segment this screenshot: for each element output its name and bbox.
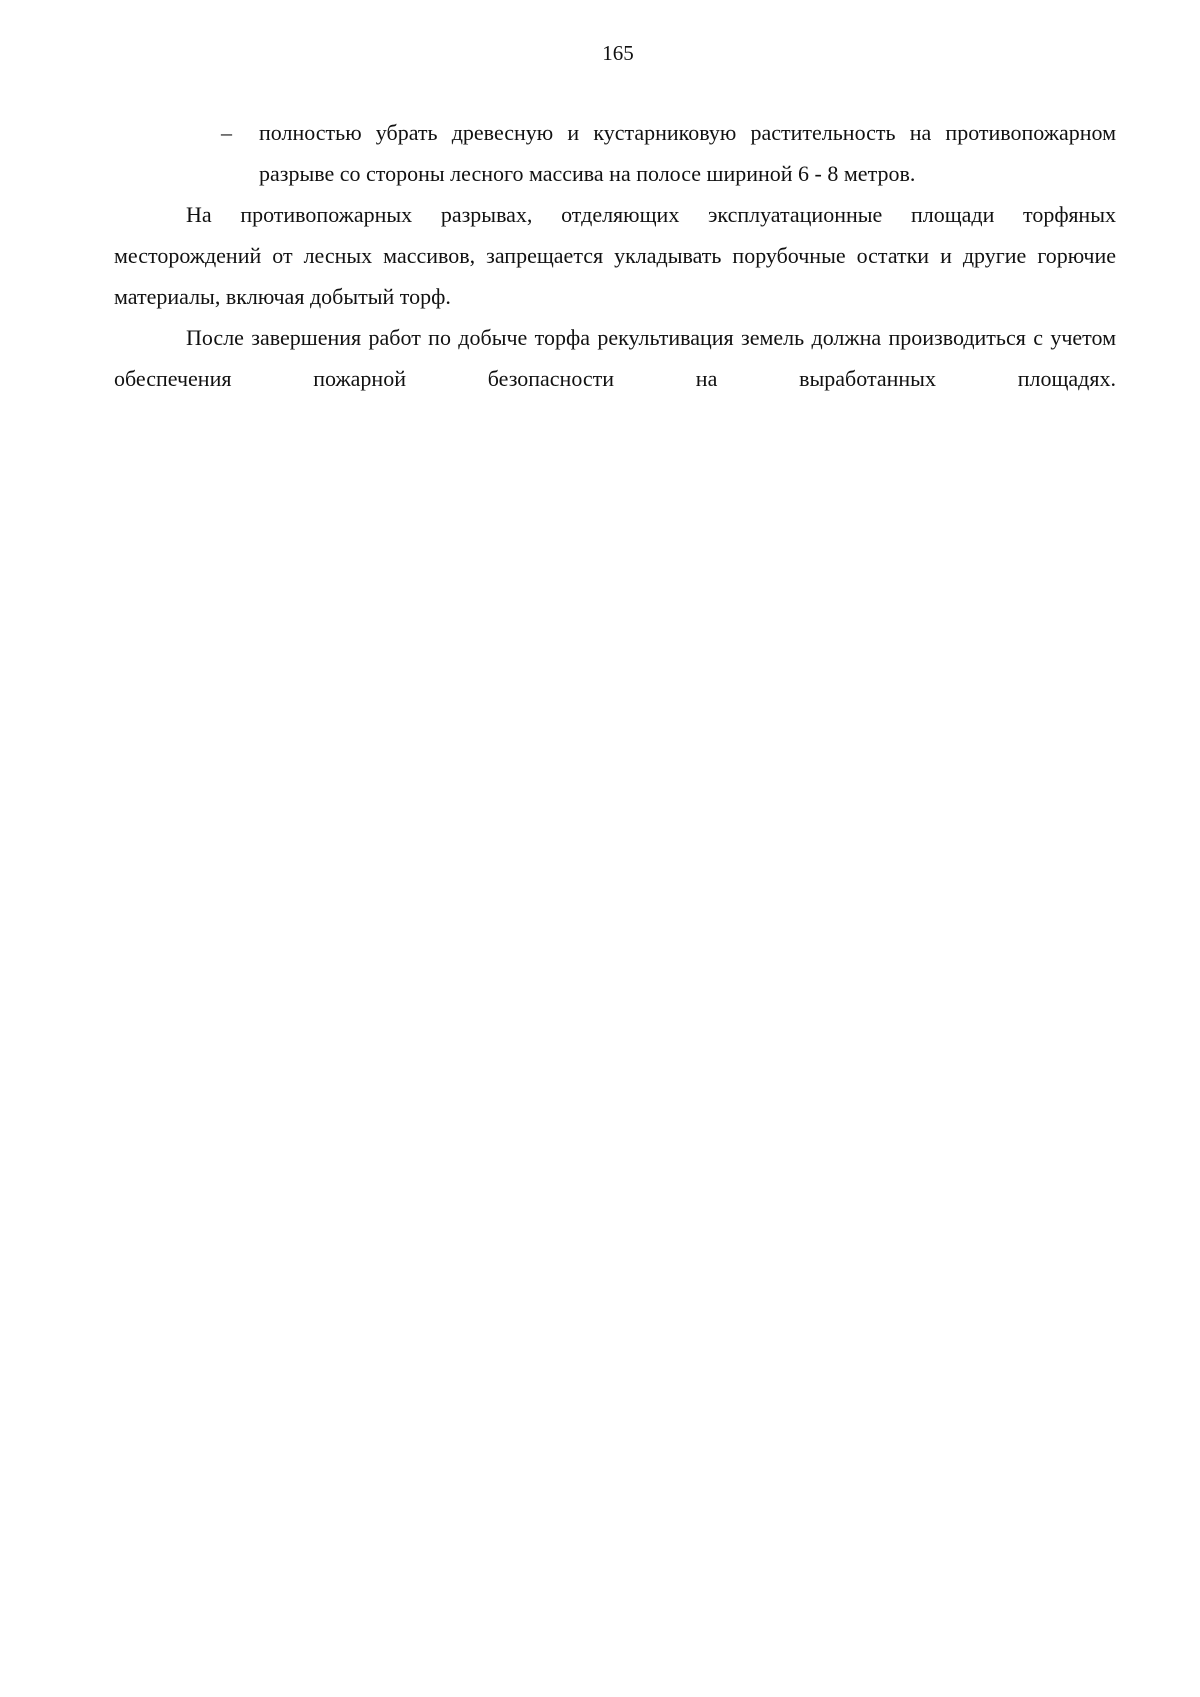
page-number: 165	[602, 41, 634, 65]
bullet-list-item	[114, 112, 1116, 194]
paragraph-land-reclamation: После завершения работ по добыче торфа рекультивация земель должна производиться с учетом обеспечения пожарной безопасности на выработанных площадях.	[114, 325, 1116, 391]
bullet-text: полностью убрать древесную и кустарниковую растительность на противопожарном разрыве со стороны лесного массива на полосе шириной 6 - 8 метров.	[259, 120, 1116, 186]
paragraph-firebreak-restrictions: На противопожарных разрывах, отделяющих эксплуатационные площади торфяных месторождений от лесных массивов, запрещается укладывать порубочные остатки и другие горючие материалы, включая добытый торф.	[114, 202, 1116, 309]
page-body	[114, 112, 1116, 399]
bullet-dash: –	[221, 120, 232, 145]
